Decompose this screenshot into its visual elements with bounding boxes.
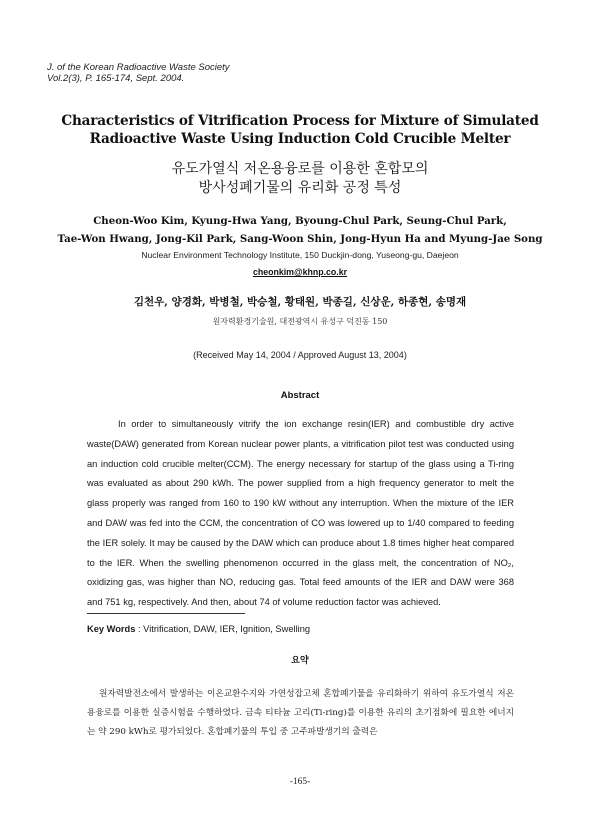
authors-english [20, 212, 580, 248]
page-number: -165- [289, 777, 311, 787]
korean-abstract-body: 원자력발전소에서 발생하는 이온교환수지와 가연성잡고체 혼합폐기물을 유리화하기 위하여 유도가열식 저온용융로를 이용한 실증시험을 수행하였다. 금속 티타늄 고리(Ti-ring)를 이용한 유리의 초기점화에 필요한 에너지는 약 290 kWh로 평가되었다. 혼합폐기물의 투입 중 고주파발생기의 출력은 [87, 689, 514, 737]
abstract-heading: Abstract [280, 390, 320, 401]
title-en-line-1: Characteristics of Vitrification Process for Mixture of Simulated [61, 113, 539, 129]
authors-en-line-1: Cheon-Woo Kim, Kyung-Hwa Yang, Byoung-Chul Park, Seung-Chul Park, [93, 215, 507, 227]
author-email: cheonkim@khnp.co.kr [252, 267, 348, 277]
korean-abstract-heading: 요약 [291, 656, 309, 666]
affiliation-english: Nuclear Environment Technology Institute, 150 Duckjin-dong, Yuseong-gu, Daejeon [141, 250, 459, 260]
journal-volume: Vol.2(3), P. 165-174, Sept. 2004. [47, 73, 185, 84]
journal-citation [47, 62, 230, 84]
title-ko-line-2: 방사성폐기물의 유리화 공정 특성 [198, 180, 402, 196]
keywords-separator: : [135, 624, 144, 634]
footnote-divider [87, 613, 245, 614]
authors-en-line-2: Tae-Won Hwang, Jong-Kil Park, Sang-Woon Shin, Jong-Hyun Ha and Myung-Jae Song [57, 233, 543, 245]
affiliation-korean: 원자력환경기술원, 대전광역시 유성구 덕진동 150 [212, 317, 388, 326]
abstract-body: In order to simultaneously vitrify the ion exchange resin(IER) and combustible dry active waste(DAW) generated from Korean nuclear power plants, a vitrification pilot test was conducted using an induction cold crucible melter(CCM). The energy necessary for startup of the glass using a Ti-ring was evaluated as about 290 kWh. The power supplied from a high frequency generator to melt the glass properly was ranged from 160 to 190 kW without any interruption. When the mixture of the IER and DAW was fed into the CCM, the concentration of CO was lowered up to 1/40 compared to feeding the IER solely. It may be caused by the DAW which can produce about 1.8 times higher heat compared to the IER. When the swelling phenomenon occurred in the glass melt, the concentration of NO₂, oxidizing gas, was higher than NO, reducing gas. Total feed amounts of the IER and DAW were 368 and 751 kg, respectively. And then, about 74 of volume reduction factor was achieved. [87, 419, 514, 608]
paper-title-korean [40, 160, 560, 198]
title-ko-line-1: 유도가열식 저온용융로를 이용한 혼합모의 [171, 161, 429, 177]
authors-korean: 김천우, 양경화, 박병철, 박승철, 황태원, 박종길, 신상운, 하종현, 송명재 [133, 296, 467, 308]
paper-title-english [40, 112, 560, 148]
received-dates: (Received May 14, 2004 / Approved August 13, 2004) [193, 350, 407, 360]
title-en-line-2: Radioactive Waste Using Induction Cold Crucible Melter [89, 131, 511, 147]
keywords [87, 623, 310, 635]
keywords-label: Key Words [87, 624, 136, 634]
keywords-values: Vitrification, DAW, IER, Ignition, Swelling [143, 624, 311, 634]
journal-name: J. of the Korean Radioactive Waste Society [47, 62, 230, 73]
